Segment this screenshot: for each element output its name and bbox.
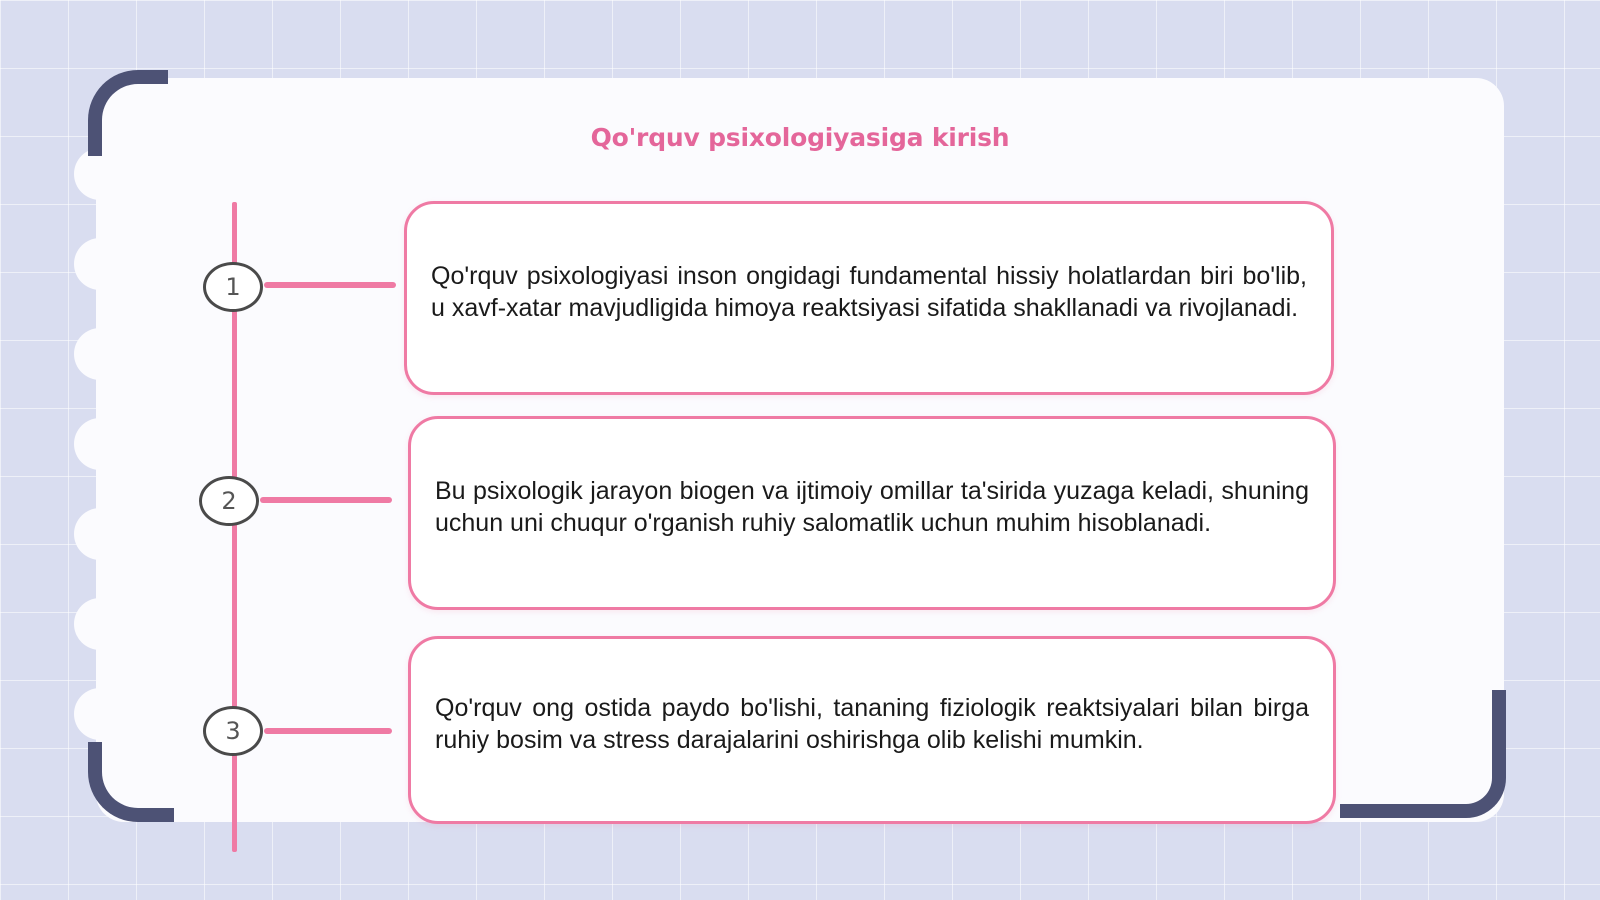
timeline-card-text: Qo'rquv ong ostida paydo bo'lishi, tananing fiziologik reaktsiyalari bilan birga ruhiy bosim va stress darajalarini oshirishga olib kelishi mumkin.: [435, 694, 1309, 754]
timeline-connector: [264, 728, 392, 734]
timeline-card-text: Bu psixologik jarayon biogen va ijtimoiy omillar ta'sirida yuzaga keladi, shuning uchun uni chuqur o'rganish ruhiy salomatlik uchun muhim hisoblanadi.: [435, 477, 1309, 537]
notebook-scallop: [74, 238, 126, 290]
notebook-scallop: [74, 508, 126, 560]
slide-title: Qo'rquv psixologiyasiga kirish: [590, 123, 1010, 152]
corner-bracket-bottom-right: [1340, 690, 1506, 818]
notebook-scallop: [74, 598, 126, 650]
notebook-scallop: [74, 688, 126, 740]
timeline-card-text: Qo'rquv psixologiyasi inson ongidagi fundamental hissiy holatlardan biri bo'lib, u xavf-xatar mavjudligida himoya reaktsiyasi sifatida shakllanadi va rivojlanadi.: [431, 262, 1307, 322]
timeline-card-2: [408, 416, 1336, 610]
timeline-node-1: 1: [203, 262, 263, 312]
notebook-scallop: [74, 418, 126, 470]
timeline-node-2: 2: [199, 476, 259, 526]
timeline-connector: [260, 497, 392, 503]
notebook-scallop: [74, 328, 126, 380]
timeline-card-3: [408, 636, 1336, 824]
timeline-connector: [264, 282, 396, 288]
timeline-node-3: 3: [203, 706, 263, 756]
timeline-card-1: [404, 201, 1334, 395]
